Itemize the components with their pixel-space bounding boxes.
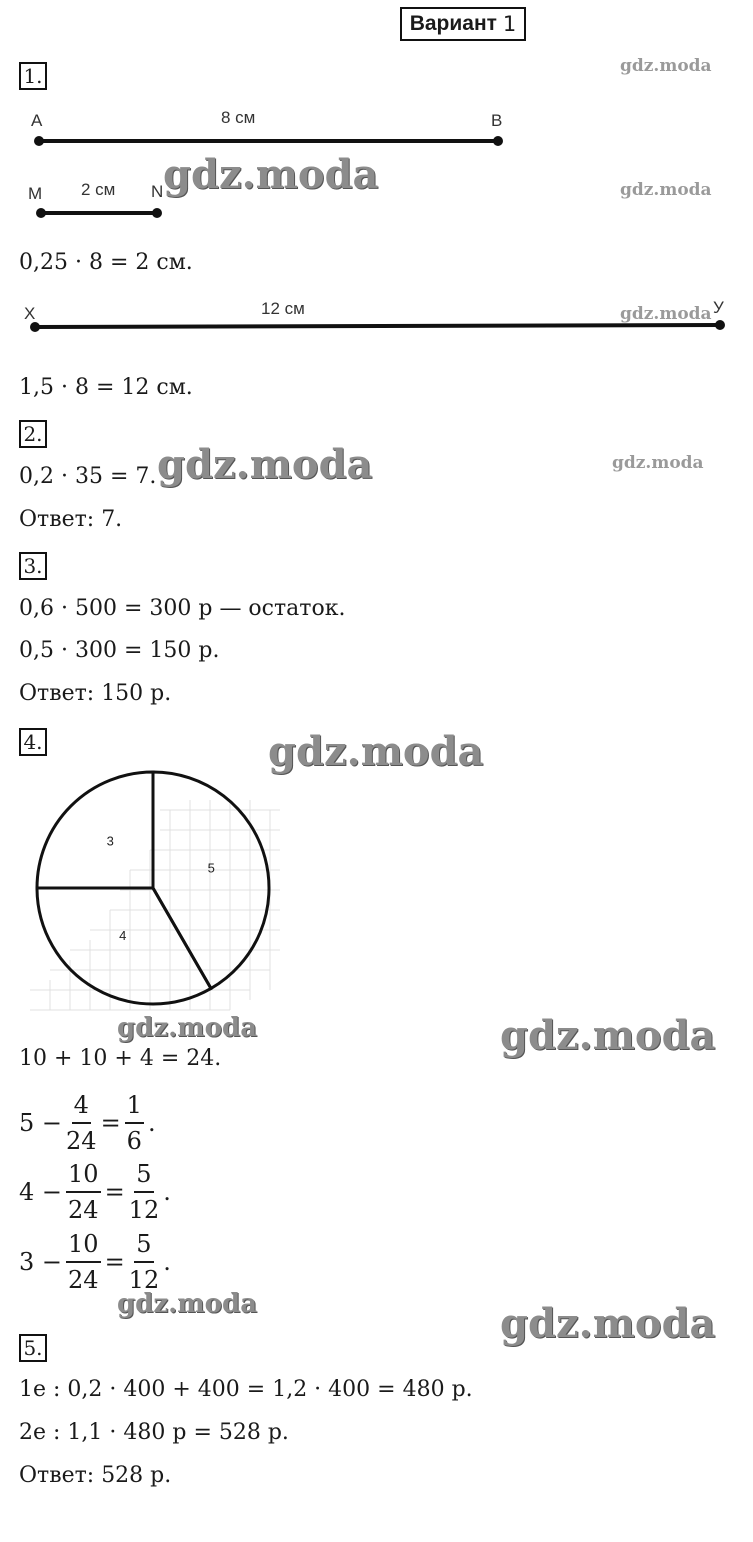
variant-number: 1 — [502, 12, 517, 36]
watermark: gdz.moda — [620, 304, 712, 324]
denominator: 12 — [128, 1196, 160, 1224]
task5-answer: Ответ: 528 р. — [19, 1463, 172, 1488]
watermark: gdz.moda — [163, 151, 379, 198]
watermark: gdz.moda — [620, 56, 712, 76]
segment-ab-end-label: B — [491, 111, 503, 130]
segment-mn — [33, 205, 168, 221]
watermark: gdz.moda — [500, 1300, 716, 1347]
fraction-line-2 — [19, 1157, 171, 1227]
pie-slice-3 — [37, 772, 153, 888]
watermark: gdz.moda — [117, 1013, 258, 1043]
task5-number: 5. — [19, 1334, 47, 1362]
pie-slice-4 — [37, 888, 211, 1004]
task1-calc2: 1,5 · 8 = 12 см. — [19, 375, 193, 400]
denominator: 24 — [68, 1196, 99, 1224]
task4-number: 4. — [19, 728, 47, 756]
numerator: 5 — [134, 1227, 153, 1263]
fraction-lhs: 3 − — [19, 1248, 63, 1276]
pie-grid-pattern — [30, 800, 280, 1010]
fraction — [66, 1157, 101, 1227]
segment-xy-start-label: X — [24, 304, 36, 323]
watermark: gdz.moda — [117, 1289, 258, 1319]
task2-answer: Ответ: 7. — [19, 507, 123, 532]
segment-mn-length-label: 2 см — [81, 180, 116, 199]
period: . — [163, 1178, 171, 1206]
equals-sign: = — [104, 1178, 125, 1206]
segment-xy-length-label: 12 см — [261, 299, 305, 318]
denominator: 12 — [128, 1266, 160, 1294]
fraction — [125, 1088, 144, 1158]
task3-calc1: 0,6 · 500 = 300 р — остаток. — [19, 596, 346, 621]
watermark: gdz.moda — [620, 180, 712, 200]
fraction — [66, 1088, 97, 1158]
pie-label-4: 4 — [119, 928, 127, 944]
numerator: 10 — [66, 1157, 101, 1193]
denominator: 24 — [66, 1127, 97, 1155]
numerator: 5 — [134, 1157, 153, 1193]
fraction-lhs: 5 − — [19, 1109, 63, 1137]
pie-chart — [30, 770, 285, 1020]
fraction-line-1 — [19, 1088, 156, 1158]
equals-sign: = — [100, 1109, 121, 1137]
denominator: 24 — [68, 1266, 99, 1294]
pie-label-3: 3 — [106, 833, 114, 849]
numerator: 4 — [72, 1088, 91, 1124]
task4-sum: 10 + 10 + 4 = 24. — [19, 1046, 222, 1071]
task1-calc1: 0,25 · 8 = 2 см. — [19, 250, 193, 275]
fraction — [129, 1227, 160, 1297]
segment-mn-start-label: M — [28, 184, 43, 203]
segment-mn-end-label: N — [151, 182, 164, 201]
task2-number: 2. — [19, 420, 47, 448]
watermark: gdz.moda — [157, 441, 373, 488]
denominator: 6 — [126, 1127, 142, 1155]
numerator: 10 — [66, 1227, 101, 1263]
variant-title — [400, 7, 526, 41]
equals-sign: = — [104, 1248, 125, 1276]
variant-label: Вариант — [409, 12, 497, 35]
fraction — [129, 1157, 160, 1227]
task2-calc: 0,2 · 35 = 7. — [19, 464, 157, 489]
task3-answer: Ответ: 150 р. — [19, 681, 172, 706]
task3-calc2: 0,5 · 300 = 150 р. — [19, 638, 220, 663]
fraction — [66, 1227, 101, 1297]
watermark: gdz.moda — [268, 728, 484, 775]
watermark: gdz.moda — [612, 453, 704, 473]
watermark: gdz.moda — [500, 1012, 716, 1059]
fraction-line-3 — [19, 1227, 171, 1297]
segment-ab — [30, 134, 510, 150]
pie-label-5: 5 — [207, 860, 215, 876]
segment-ab-length-label: 8 см — [221, 108, 256, 127]
task3-number: 3. — [19, 552, 47, 580]
segment-ab-start-label: A — [31, 111, 43, 130]
task5-line2: 2е : 1,1 · 480 р = 528 р. — [19, 1420, 289, 1445]
task5-line1: 1е : 0,2 · 400 + 400 = 1,2 · 400 = 480 р. — [19, 1377, 473, 1402]
task1-number: 1. — [19, 62, 47, 90]
period: . — [147, 1109, 156, 1137]
segment-xy-end-label: У — [713, 298, 724, 317]
period: . — [163, 1248, 171, 1276]
fraction-lhs: 4 − — [19, 1178, 63, 1206]
numerator: 1 — [125, 1088, 144, 1124]
